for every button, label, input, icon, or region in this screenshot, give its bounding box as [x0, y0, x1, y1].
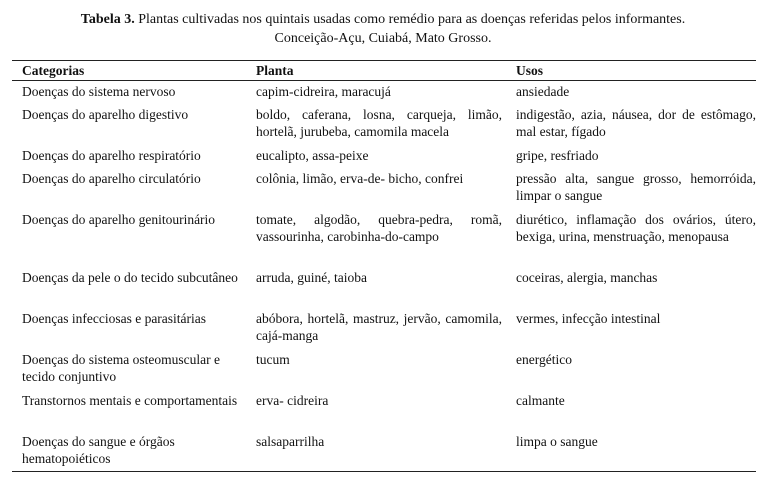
table-row: [12, 167, 756, 208]
cell-usos: indigestão, azia, náusea, dor de estômago, mal estar, fígado: [516, 107, 756, 139]
table-row: [12, 144, 756, 167]
cell-planta: eucalipto, assa-peixe: [256, 148, 369, 163]
cell-usos: energético: [516, 352, 572, 367]
caption-text: Plantas cultivadas nos quintais usadas como remédio para as doenças referidas pelos informantes.: [138, 12, 686, 27]
cell-usos: gripe, resfriado: [516, 148, 599, 163]
cell-planta: salsaparrilha: [256, 434, 325, 449]
table-row: [12, 266, 756, 307]
cell-categoria: Doenças do aparelho digestivo: [22, 107, 189, 122]
table-row: [12, 348, 756, 389]
cell-planta: abóbora, hortelã, mastruz, jervão, camomila, cajá-manga: [256, 311, 502, 343]
cell-planta: arruda, guiné, taioba: [256, 270, 367, 285]
cell-categoria: Transtornos mentais e comportamentais: [22, 393, 238, 408]
cell-categoria: Doenças do aparelho respiratório: [22, 148, 201, 163]
cell-categoria: Doenças do sangue e órgãos hematopoiéticos: [22, 434, 175, 466]
caption-location: Conceição-Açu, Cuiabá, Mato Grosso.: [274, 31, 492, 46]
caption-line-1: [0, 10, 766, 29]
table-bottom-rule: [12, 471, 756, 472]
cell-usos: ansiedade: [516, 84, 570, 99]
header-planta: Planta: [256, 63, 294, 78]
table-row: [12, 103, 756, 144]
table-header-row: [12, 61, 756, 80]
cell-planta: colônia, limão, erva-de- bicho, confrei: [256, 171, 464, 186]
table-row: [12, 80, 756, 103]
table-row: [12, 208, 756, 266]
table-row: [12, 430, 756, 471]
cell-planta: tucum: [256, 352, 290, 367]
cell-usos: diurético, inflamação dos ovários, útero, bexiga, urina, menstruação, menopausa: [516, 212, 756, 244]
cell-usos: limpa o sangue: [516, 434, 598, 449]
cell-categoria: Doenças infecciosas e parasitárias: [22, 311, 207, 326]
cell-categoria: Doenças do aparelho genitourinário: [22, 212, 216, 227]
cell-categoria: Doenças da pele o do tecido subcutâneo: [22, 270, 238, 285]
cell-usos: vermes, infecção intestinal: [516, 311, 661, 326]
table-row: [12, 307, 756, 348]
cell-categoria: Doenças do sistema nervoso: [22, 84, 176, 99]
table-row: [12, 389, 756, 430]
header-categorias: Categorias: [22, 63, 85, 78]
cell-planta: erva- cidreira: [256, 393, 329, 408]
cell-planta: tomate, algodão, quebra-pedra, romã, vassourinha, carobinha-do-campo: [256, 212, 502, 244]
header-usos: Usos: [516, 63, 544, 78]
cell-planta: boldo, caferana, losna, carqueja, limão, hortelã, jurubeba, camomila macela: [256, 107, 502, 139]
cell-planta: capim-cidreira, maracujá: [256, 84, 391, 99]
cell-categoria: Doenças do aparelho circulatório: [22, 171, 201, 186]
caption-label: Tabela 3.: [80, 12, 135, 27]
cell-usos: calmante: [516, 393, 565, 408]
remedies-table: [12, 61, 756, 471]
table-caption: [0, 10, 766, 48]
cell-usos: pressão alta, sangue grosso, hemorróida, limpar o sangue: [516, 171, 756, 203]
cell-usos: coceiras, alergia, manchas: [516, 270, 658, 285]
cell-categoria: Doenças do sistema osteomuscular e tecido conjuntivo: [22, 352, 220, 384]
